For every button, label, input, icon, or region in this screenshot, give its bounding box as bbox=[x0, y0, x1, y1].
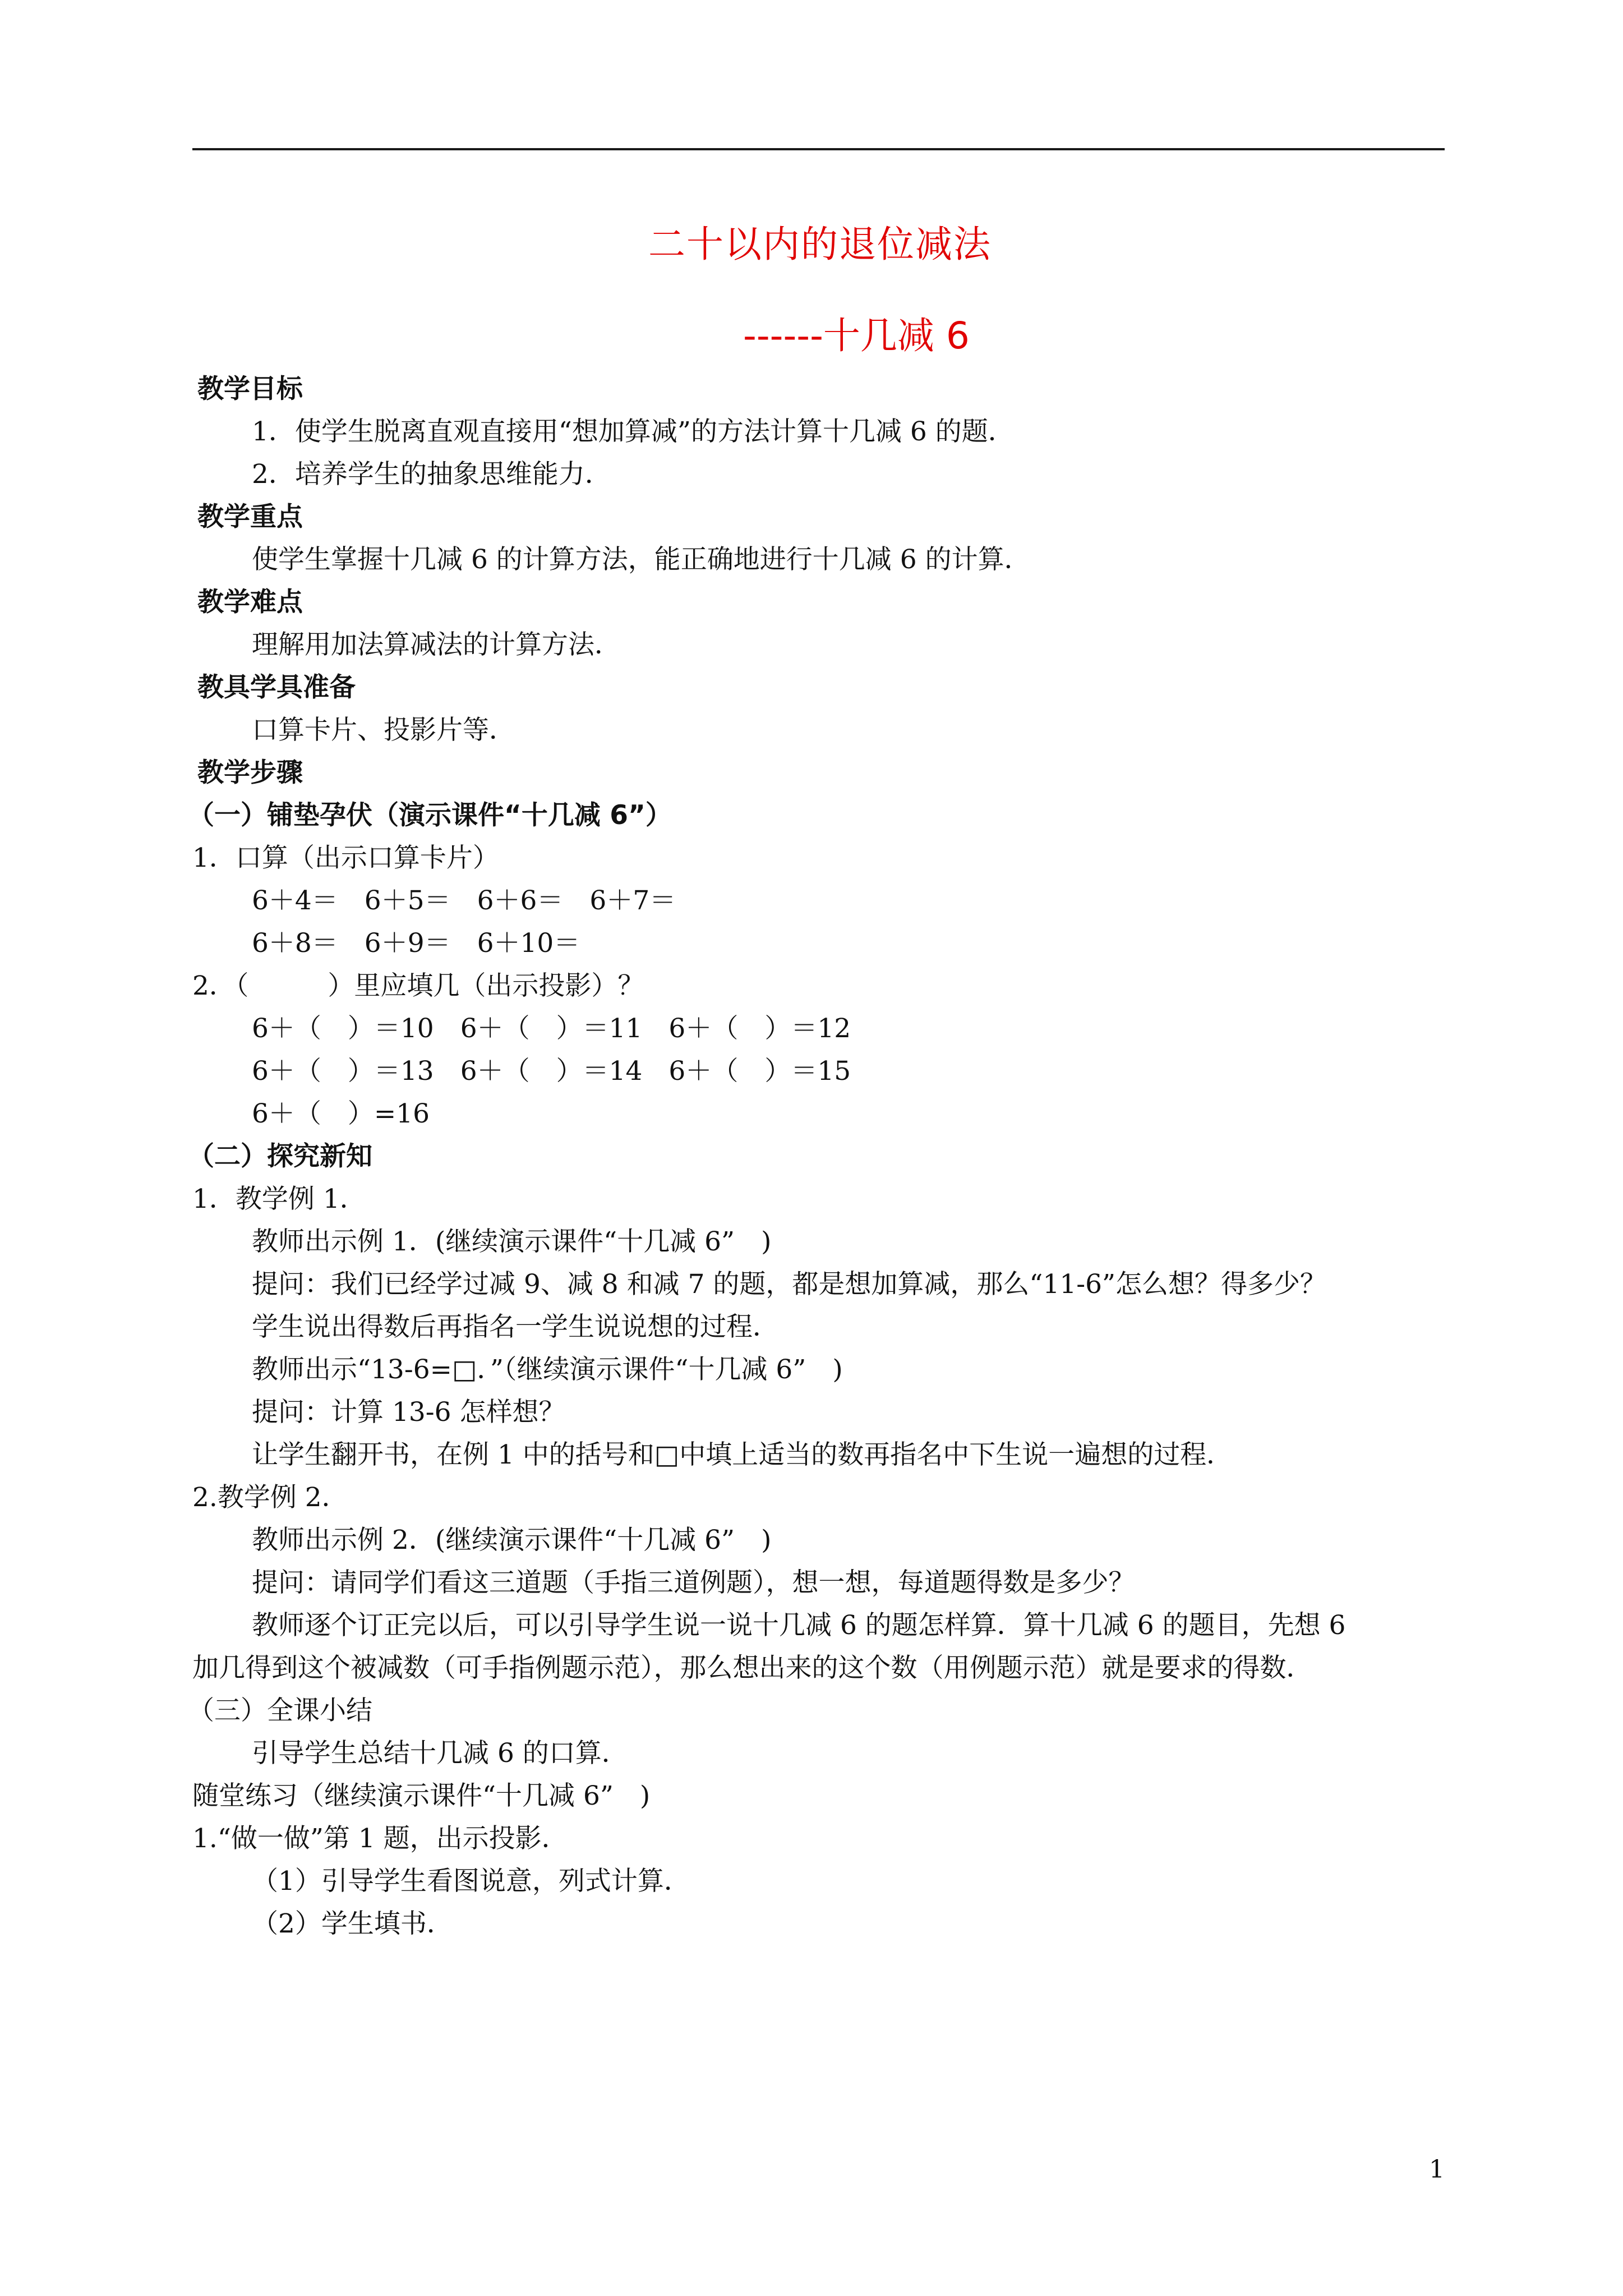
step-3-heading: （三）全课小结 bbox=[188, 1695, 372, 1726]
example-2-line-2: 提问：请同学们看这三道题（手指三道例题），想一想，每道题得数是多少？ bbox=[252, 1567, 1135, 1598]
example-1-line-3: 学生说出得数后再指名一学生说说想的过程． bbox=[252, 1312, 779, 1342]
objective-1: 1．使学生脱离直观直接用“想加算减”的方法计算十几减 6 的题． bbox=[252, 416, 1015, 447]
step-1-item-1: 1．口算（出示口算卡片） bbox=[192, 843, 499, 873]
step-1-item-2: 2．（ ）里应填几（出示投影）？ bbox=[192, 970, 644, 1001]
fill-blank-row-2: 6＋（ ）＝13 6＋（ ）＝14 6＋（ ）＝15 bbox=[252, 1056, 851, 1087]
section-heading-key-point: 教学重点 bbox=[197, 501, 303, 532]
difficulty-text: 理解用加法算减法的计算方法． bbox=[252, 629, 621, 660]
example-1-line-2: 提问：我们已经学过减 9、减 8 和减 7 的题，都是想加算减，那么“11-6”怎么想？得多少？ bbox=[252, 1269, 1327, 1300]
page-number: 1 bbox=[1429, 2155, 1445, 2184]
step-2-heading: （二）探究新知 bbox=[188, 1141, 372, 1172]
step-1-heading: （一）铺垫孕伏（演示课件“十几减 6”） bbox=[188, 800, 672, 831]
example-2-line-4: 加几得到这个被减数（可手指例题示范），那么想出来的这个数（用例题示范）就是要求的得数． bbox=[192, 1653, 1313, 1683]
key-point-text: 使学生掌握十几减 6 的计算方法，能正确地进行十几减 6 的计算． bbox=[252, 544, 1031, 575]
example-1-line-6: 让学生翻开书，在例 1 中的括号和□中填上适当的数再指名中下生说一遍想的过程． bbox=[252, 1439, 1233, 1470]
fill-blank-row-3: 6＋（ ）=16 bbox=[252, 1098, 430, 1129]
section-heading-objectives: 教学目标 bbox=[197, 374, 303, 404]
fill-blank-row-1: 6＋（ ）＝10 6＋（ ）＝11 6＋（ ）＝12 bbox=[252, 1013, 851, 1044]
objective-2: 2．培养学生的抽象思维能力． bbox=[252, 459, 611, 490]
oral-calc-row-1: 6＋4＝ 6＋5＝ 6＋6＝ 6＋7＝ bbox=[252, 885, 676, 916]
summary-text: 引导学生总结十几减 6 的口算． bbox=[252, 1738, 628, 1769]
example-2-line-1: 教师出示例 2．(继续演示课件“十几减 6” ) bbox=[252, 1525, 772, 1556]
example-1-line-4: 教师出示“13-6=□．”（继续演示课件“十几减 6” ) bbox=[252, 1354, 843, 1385]
practice-heading: 随堂练习（继续演示课件“十几减 6” ) bbox=[192, 1780, 651, 1811]
section-heading-steps: 教学步骤 bbox=[197, 757, 303, 788]
document-title: 二十以内的退位减法 bbox=[648, 223, 992, 266]
section-heading-materials: 教具学具准备 bbox=[197, 672, 356, 703]
document-subtitle: ------十几减 6 bbox=[743, 314, 970, 357]
header-rule bbox=[192, 148, 1445, 150]
example-1-line-5: 提问：计算 13-6 怎样想？ bbox=[252, 1397, 565, 1428]
practice-item-1: 1.“做一做”第 1 题，出示投影． bbox=[192, 1823, 568, 1854]
oral-calc-row-2: 6＋8＝ 6＋9＝ 6＋10＝ bbox=[252, 928, 580, 959]
example-1-line-1: 教师出示例 1．(继续演示课件“十几减 6” ) bbox=[252, 1226, 772, 1257]
practice-sub-2: （2）学生填书． bbox=[252, 1908, 453, 1939]
example-2-heading: 2.教学例 2． bbox=[192, 1482, 348, 1513]
section-heading-difficulty: 教学难点 bbox=[197, 587, 303, 618]
practice-sub-1: （1）引导学生看图说意，列式计算． bbox=[252, 1866, 690, 1897]
materials-text: 口算卡片、投影片等． bbox=[252, 715, 515, 746]
example-2-line-3: 教师逐个订正完以后，可以引导学生说一说十几减 6 的题怎样算．算十几减 6 的题目，先想 6 bbox=[252, 1610, 1346, 1641]
example-1-heading: 1．教学例 1． bbox=[192, 1184, 366, 1214]
